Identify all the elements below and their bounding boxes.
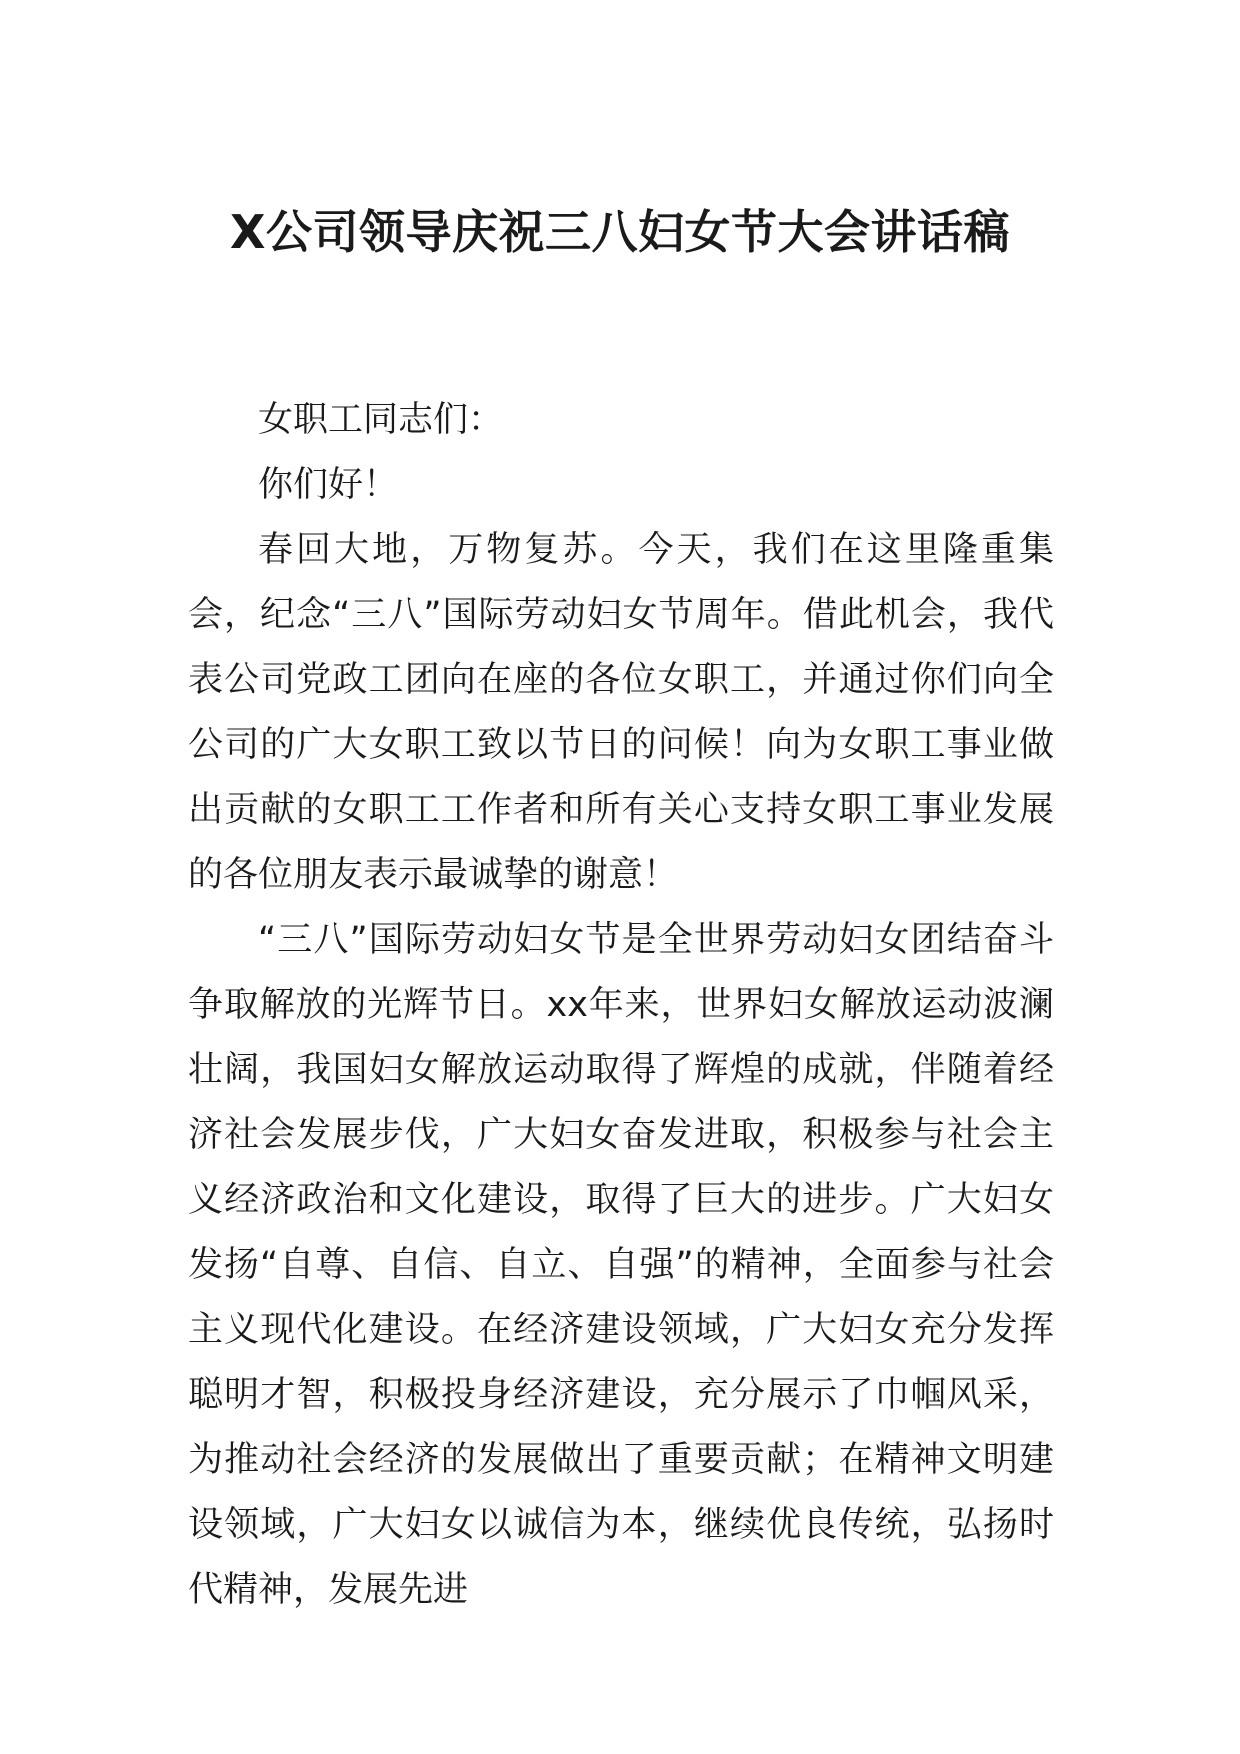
salutation: 女职工同志们： [258, 400, 504, 440]
document-body [188, 388, 1054, 1623]
greeting: 你们好！ [258, 465, 399, 505]
paragraph: “三八”国际劳动妇女节是全世界劳动妇女团结奋斗争取解放的光辉节日。xx年来，世界妇女解放运动波澜壮阔，我国妇女解放运动取得了辉煌的成就，伴随着经济社会发展步伐，广大妇女奋发进取，积极参与社会主义经济政治和文化建设，取得了巨大的进步。广大妇女发扬“自尊、自信、自立、自强”的精神，全面参与社会主义现代化建设。在经济建设领域，广大妇女充分发挥聪明才智，积极投身经济建设，充分展示了巾帼风采，为推动社会经济的发展做出了重要贡献；在精神文明建设领域，广大妇女以诚信为本，继续优良传统，弘扬时代精神，发展先进 [188, 920, 1054, 1610]
document-title: X公司领导庆祝三八妇女节大会讲话稿 [230, 205, 1010, 259]
paragraph: 春回大地，万物复苏。今天，我们在这里隆重集会，纪念“三八”国际劳动妇女节周年。借此机会，我代表公司党政工团向在座的各位女职工，并通过你们向全公司的广大女职工致以节日的问候！向为女职工事业做出贡献的女职工工作者和所有关心支持女职工事业发展的各位朋友表示最诚挚的谢意！ [188, 530, 1054, 895]
